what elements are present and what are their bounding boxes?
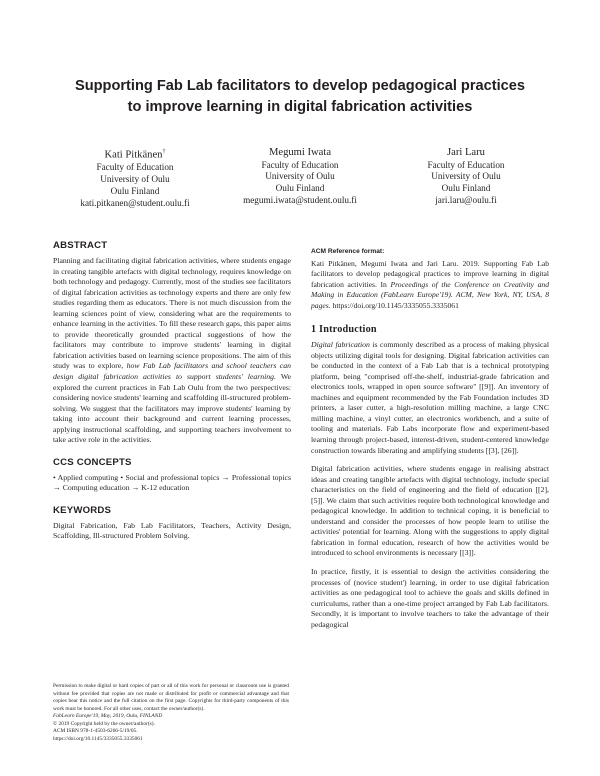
author-email[interactable]: kati.pitkanen@student.oulu.fi [80,197,190,208]
reference-heading: ACM Reference format: [311,248,385,255]
doi-link[interactable]: https://doi.org/10.1145/3335055.3335061 [53,735,143,742]
paper-title [40,76,560,118]
author-univ: University of Oulu [431,171,501,182]
left-column [53,240,291,542]
permission-text: Permission to make digital or hard copies of part or all of this work for personal or classroom use is granted without fee provided that copies are not made or distributed for profit or commercial advantage and that copies bear this notice and the full citation on the first page. Copyrights for third-party components of this work must be honored. For all other uses, contact the owner/author(s). [53,683,289,712]
abstract-heading: ABSTRACT [53,240,108,251]
isbn-text: ACM ISBN 978-1-4503-6266-5/19/05. [53,728,138,734]
author-dept: Faculty of Education [427,159,505,170]
title-line-1: Supporting Fab Lab facilitators to develop pedagogical practices [74,78,526,94]
ccs-text: • Applied computing • Social and professional topics → Professional topics → Computing education → K-12 education [53,472,291,493]
intro-paragraph-3: In practice, firstly, it is essential to design the activities considering the processes of (novice student') learning, in order to use digital fabrication activities as one pedagogical tool to achieve the goals and skills defined in curriculums, rather than a one-time project arranged by Fab Lab facilitators. Secondly, it is important to involve teachers to take the advantage of their pedagogical [311,566,549,629]
author-univ: University of Oulu [265,171,335,182]
permission-footnote [53,683,289,743]
author-name: Jari Laru [447,147,485,158]
author-block-1 [45,146,225,209]
author-location: Oulu Finland [275,183,325,194]
author-univ: University of Oulu [100,173,170,184]
keywords-text: Digital Fabrication, Fab Lab Facilitators, Teachers, Activity Design, Scaffolding, Ill-structured Problem Solving. [53,520,291,541]
venue-text: FabLearn Europe'19, May, 2019, Oulu, FINLAND [53,713,163,719]
ccs-heading: CCS CONCEPTS [53,456,132,468]
author-name: Kati Pitkänen [104,149,163,161]
copyright-text: © 2019 Copyright held by the owner/author(s). [53,720,155,727]
reference-text: Kati Pitkänen, Megumi Iwata and Jari Laru. 2019. Supporting Fab Lab facilitators to develop pedagogical practices to improve learning in digital fabrication activities. In Proceedings of the Conference on Creativity and Making in Education (FabLearn Europe'19). ACM, New York, NY, USA, 8 pages. https://doi.org/10.1145/3335055.3335061 [311,259,549,310]
author-location: Oulu Finland [110,185,160,196]
author-dept: Faculty of Education [96,162,174,173]
author-email[interactable]: megumi.iwata@student.oulu.fi [243,194,357,205]
author-name: Megumi Iwata [268,147,332,158]
author-mark: † [162,149,166,155]
author-block-3 [376,146,556,207]
intro-paragraph-2: Digital fabrication activities, where students engage in realising abstract ideas and creating tangible artefacts with digital technology, include special characteristics on the field of engineering and the field of education [[2], [5]]. We claim that such activities require both technological knowledge and pedagogical knowledge. In addition to technical coping, it is beneficial to understand and consider the processes of how people learn to utilise the activities' potential for learning. Along with the suggestions to apply digital fabrication in formal education, research of how the activities would be introduced to school environments is necessary [[3]]. [311,464,549,558]
author-email[interactable]: jari.laru@oulu.fi [435,194,497,205]
abstract-text: Planning and facilitating digital fabrication activities, where students engage in creating tangible artefacts with digital technology, requires knowledge on both technology and pedagogy. Currently, most of the studies see facilitators of digital fabrication activities as technology experts and there are only few studies regarding them as educators. There is not much discussion from the learning sciences point of view, considering what are the requirements to enhance learning in the activities. To fill these research gaps, this paper aims to provide theoretically grounded practical suggestions of how the facilitators may contribute to improve students' learning in digital fabrication activities based on learning science propositions. The aim of this study was to explore, how Fab Lab facilitators and school teachers can design digital fabrication activities to support students' learning. We explored the current practices in Fab Lab Oulu from the two perspectives: considering novice students' learning and scaffolding ill-structured problem-solving. We suggest that the facilitators may improve students' learning by taking into account their background and current learning processes, applying instructional scaffolding, and supporting teachers involvement to take active role in the activities. [53,256,291,445]
author-dept: Faculty of Education [261,159,339,170]
intro-paragraph-1: Digital fabrication is commonly described as a process of making physical objects utilizing digital tools for designing. Digital fabrication activities can be conducted in the context of a Fab Lab that is a technical prototyping platform, being "comprised off-the-shelf, industrial-grade fabrication and electronics tools, wrapped in open source software" [[9]]. An inventory of machines and equipment recommended by the Fab Foundation includes 3D printers, a laser cutter, a high-resolution milling machine, a large CNC milling machine, a vinyl cutter, an electronics workbench, and a suite of tooling and materials. Fab Labs incorporate flow and experiment-based learning through project-based, interest-driven, student-centered knowledge construction towards liberating and amplifying students [[3], [26]]. [311,340,550,455]
keywords-heading: KEYWORDS [53,504,112,516]
author-block-2 [210,146,390,207]
introduction-heading: 1 Introduction [311,324,377,336]
title-line-2: to improve learning in digital fabrication activities [127,99,473,115]
author-location: Oulu Finland [441,183,491,194]
right-column [311,248,549,630]
